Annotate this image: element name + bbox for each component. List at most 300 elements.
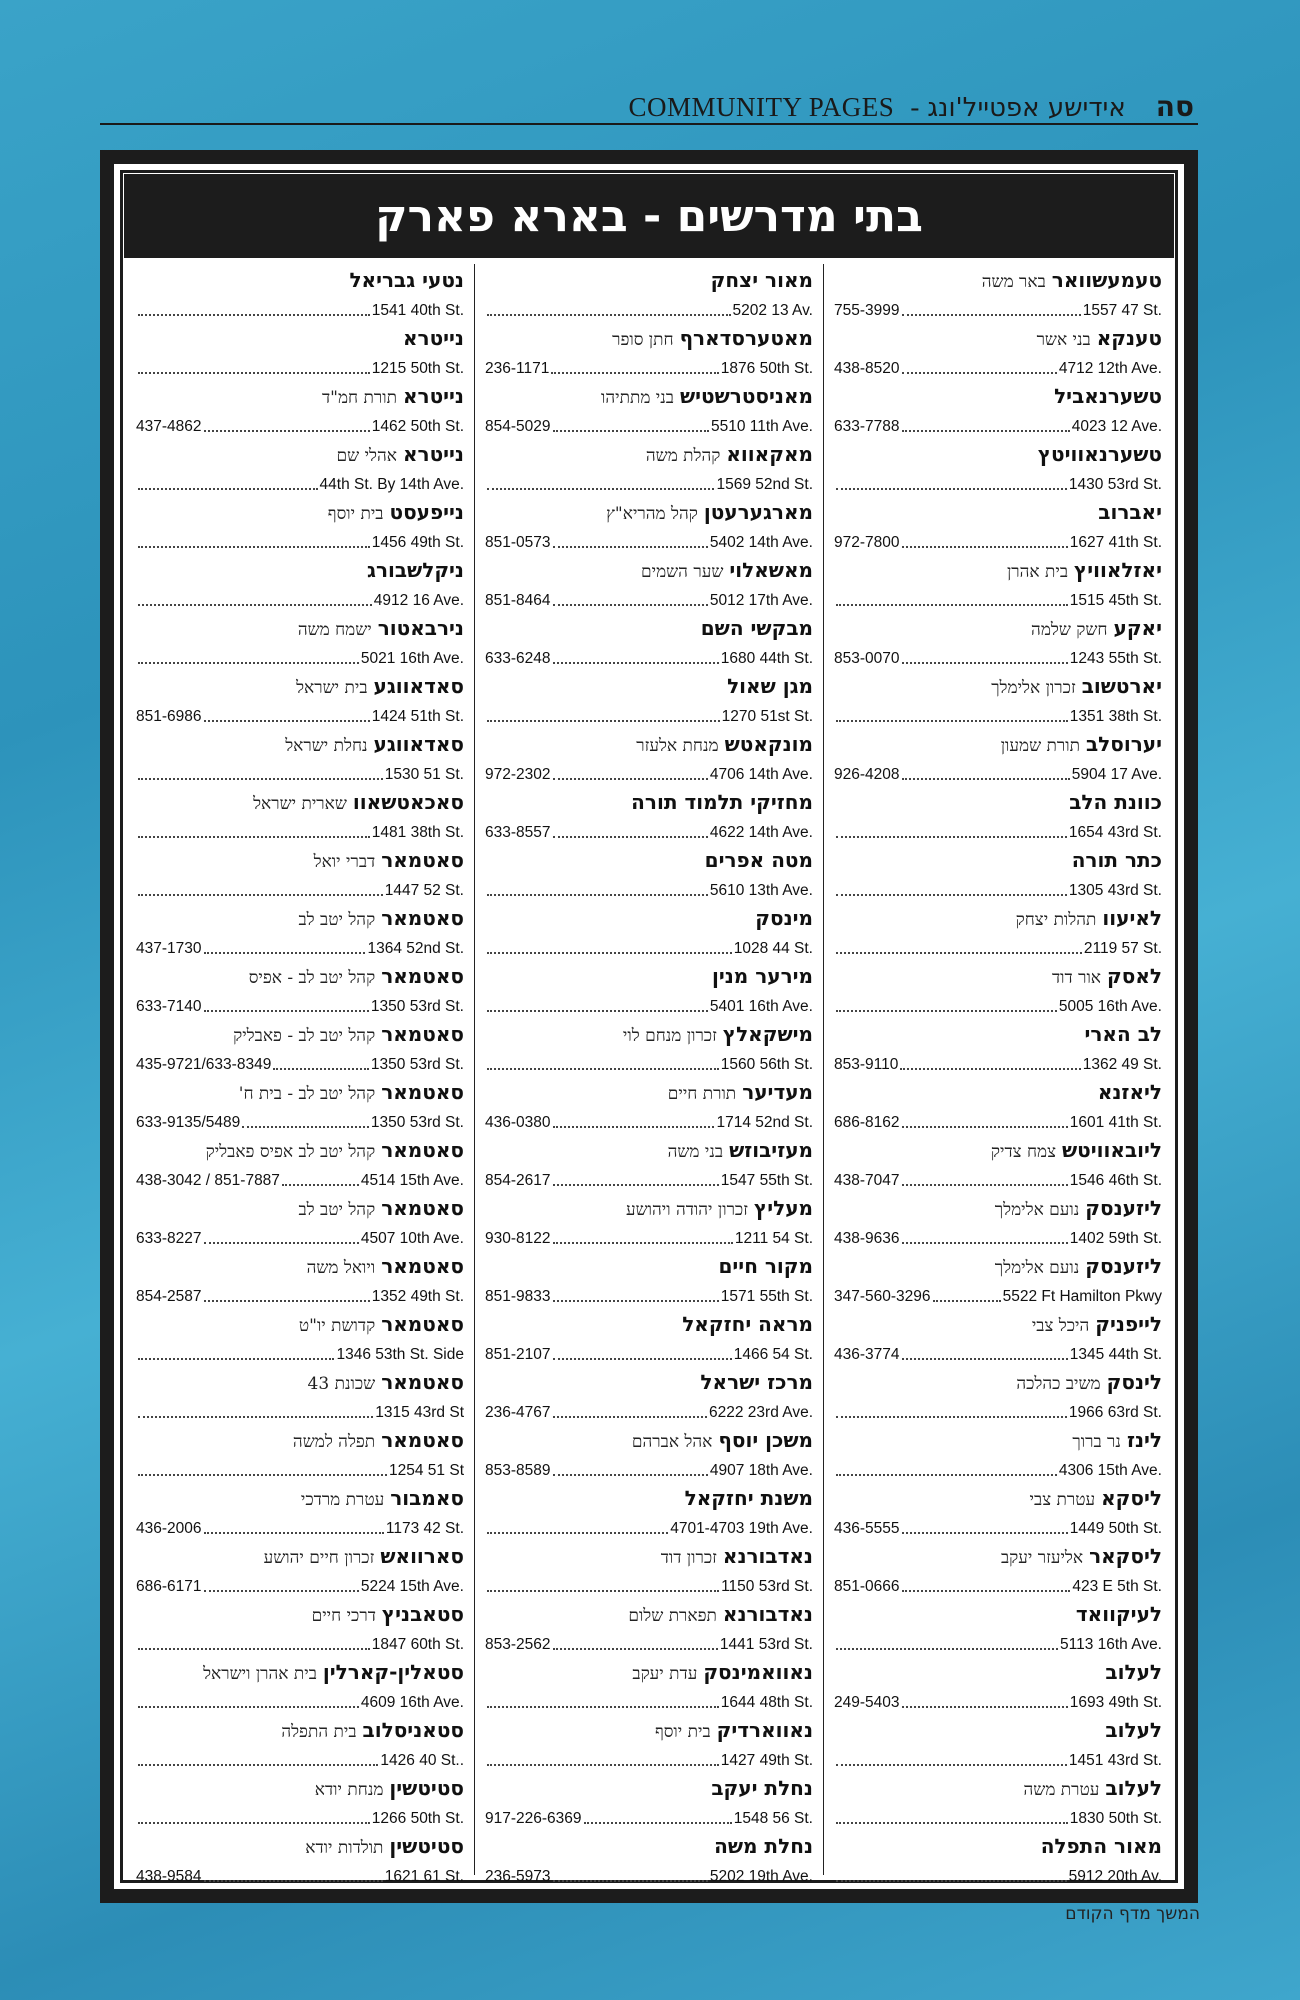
phone-number: 236-5973 bbox=[485, 1868, 551, 1885]
synagogue-entry bbox=[136, 1018, 464, 1076]
entry-name-line bbox=[834, 1540, 1162, 1574]
entry-address-line bbox=[834, 1284, 1162, 1306]
entry-address-line bbox=[136, 936, 464, 958]
entry-name-line bbox=[834, 670, 1162, 704]
synagogue-entry bbox=[485, 1482, 813, 1540]
synagogue-entry bbox=[485, 1656, 813, 1714]
synagogue-subtitle: דרכי חיים bbox=[311, 1606, 376, 1626]
entry-name-line bbox=[834, 496, 1162, 530]
dot-leader bbox=[204, 1242, 359, 1244]
synagogue-name: לייפניק bbox=[1095, 1312, 1162, 1336]
entry-address-line bbox=[834, 1864, 1162, 1886]
phone-number: 436-5555 bbox=[834, 1520, 900, 1537]
synagogue-entry bbox=[136, 670, 464, 728]
entry-name-line bbox=[834, 844, 1162, 878]
synagogue-name: לעלוב bbox=[1105, 1660, 1162, 1684]
dot-leader bbox=[553, 1358, 732, 1360]
street-address: 1350 53rd St. bbox=[370, 1056, 464, 1073]
entry-name-line bbox=[136, 1424, 464, 1458]
dot-leader bbox=[553, 1184, 719, 1186]
street-address: 2119 57 St. bbox=[1083, 940, 1162, 957]
street-address: 4622 14th Ave. bbox=[709, 824, 813, 841]
synagogue-subtitle: בית יוסף bbox=[654, 1722, 711, 1742]
dot-leader bbox=[836, 1474, 1057, 1476]
street-address: 1547 55th St. bbox=[720, 1172, 813, 1189]
synagogue-subtitle: חשק שלמה bbox=[1031, 620, 1108, 640]
synagogue-name: סאטמאר bbox=[381, 1312, 464, 1336]
street-address: 1627 41th St. bbox=[1069, 534, 1162, 551]
entry-name-line bbox=[485, 1192, 813, 1226]
entry-address-line bbox=[834, 1226, 1162, 1248]
entry-address-line bbox=[485, 936, 813, 958]
dot-leader bbox=[553, 662, 719, 664]
synagogue-entry bbox=[136, 1424, 464, 1482]
synagogue-name: לינסק bbox=[1106, 1370, 1162, 1394]
synagogue-name: טשערנאביל bbox=[1054, 384, 1162, 408]
synagogue-entry bbox=[136, 1076, 464, 1134]
dot-leader bbox=[836, 1822, 1068, 1824]
street-address: 1621 61 St. bbox=[384, 1868, 464, 1885]
entry-address-line bbox=[834, 1806, 1162, 1828]
street-address: 1243 55th St. bbox=[1069, 650, 1162, 667]
synagogue-subtitle: חתן סופר bbox=[612, 330, 674, 350]
entry-address-line bbox=[136, 1632, 464, 1654]
dot-leader bbox=[138, 1416, 373, 1418]
synagogue-entry bbox=[834, 1192, 1162, 1250]
entry-address-line bbox=[136, 646, 464, 668]
synagogue-subtitle: באר משה bbox=[981, 272, 1046, 292]
entry-name-line bbox=[834, 1482, 1162, 1516]
synagogue-name: יארטשוב bbox=[1081, 674, 1162, 698]
synagogue-entry bbox=[834, 438, 1162, 496]
synagogue-name: נאוואמינסק bbox=[703, 1660, 813, 1684]
synagogue-subtitle: בית אהרן bbox=[1006, 562, 1069, 582]
synagogue-subtitle: זכרון חיים יהושע bbox=[263, 1548, 375, 1568]
dot-leader bbox=[138, 1706, 359, 1708]
entry-address-line bbox=[834, 414, 1162, 436]
street-address: 4706 14th Ave. bbox=[709, 766, 813, 783]
synagogue-entry bbox=[834, 264, 1162, 322]
street-address: 1462 50th St. bbox=[371, 418, 464, 435]
street-address: 1560 56th St. bbox=[720, 1056, 813, 1073]
synagogue-subtitle: נועם אלימלך bbox=[994, 1258, 1080, 1278]
synagogue-name: סאטמאר bbox=[381, 1196, 464, 1220]
dot-leader bbox=[138, 488, 318, 490]
synagogue-entry bbox=[834, 1482, 1162, 1540]
entry-name-line bbox=[485, 322, 813, 356]
synagogue-subtitle: בית יוסף bbox=[327, 504, 384, 524]
synagogue-subtitle: עדת יעקב bbox=[632, 1664, 698, 1684]
phone-number: 854-2587 bbox=[136, 1288, 202, 1305]
synagogue-entry bbox=[485, 670, 813, 728]
dot-leader bbox=[204, 720, 370, 722]
street-address: 4306 15th Ave. bbox=[1058, 1462, 1162, 1479]
street-address: 1254 51 St bbox=[389, 1462, 464, 1479]
entry-name-line bbox=[834, 438, 1162, 472]
entry-address-line bbox=[485, 1574, 813, 1596]
street-address: 5912 20th Av. bbox=[1068, 1868, 1162, 1885]
synagogue-entry bbox=[136, 380, 464, 438]
entry-name-line bbox=[136, 496, 464, 530]
synagogue-subtitle: נועם אלימלך bbox=[994, 1200, 1080, 1220]
header-separator: - bbox=[910, 92, 920, 122]
entry-address-line bbox=[834, 1574, 1162, 1596]
phone-number: 438-8520 bbox=[834, 360, 900, 377]
synagogue-name: סטיטשין bbox=[389, 1776, 464, 1800]
phone-number: 851-6986 bbox=[136, 708, 202, 725]
entry-name-line bbox=[485, 1366, 813, 1400]
street-address: 1481 38th St. bbox=[371, 824, 464, 841]
entry-name-line bbox=[485, 380, 813, 414]
dot-leader bbox=[242, 1126, 369, 1128]
dot-leader bbox=[836, 1416, 1067, 1418]
entry-address-line bbox=[136, 1342, 464, 1364]
entry-address-line bbox=[485, 1864, 813, 1886]
dot-leader bbox=[902, 662, 1068, 664]
synagogue-entry bbox=[834, 844, 1162, 902]
synagogue-subtitle: זכרון אלימלך bbox=[991, 678, 1076, 698]
synagogue-entry bbox=[834, 902, 1162, 960]
entry-address-line bbox=[485, 820, 813, 842]
synagogue-name: מאניסטרשטיש bbox=[679, 384, 813, 408]
page-header bbox=[100, 85, 1198, 125]
synagogue-name: מעזיבוזש bbox=[729, 1138, 813, 1162]
dot-leader bbox=[584, 1822, 732, 1824]
street-address: 4712 12th Ave. bbox=[1058, 360, 1162, 377]
dot-leader bbox=[138, 372, 370, 374]
entry-name-line bbox=[834, 1714, 1162, 1748]
entry-name-line bbox=[136, 960, 464, 994]
entry-name-line bbox=[136, 322, 464, 356]
synagogue-name: יאברוב bbox=[1098, 500, 1162, 524]
synagogue-name: ליזענסק bbox=[1085, 1196, 1162, 1220]
street-address: 1270 51st St. bbox=[721, 708, 813, 725]
entry-address-line bbox=[834, 1690, 1162, 1712]
synagogue-subtitle: תורת חיים bbox=[667, 1084, 737, 1104]
synagogue-entry bbox=[136, 902, 464, 960]
street-address: 1215 50th St. bbox=[371, 360, 464, 377]
synagogue-entry bbox=[136, 1714, 464, 1772]
dot-leader bbox=[487, 720, 720, 722]
entry-address-line bbox=[136, 820, 464, 842]
entry-address-line bbox=[136, 588, 464, 610]
entry-name-line bbox=[834, 1830, 1162, 1864]
entry-address-line bbox=[485, 1226, 813, 1248]
entry-address-line bbox=[485, 704, 813, 726]
synagogue-subtitle: תפלה למשה bbox=[292, 1432, 376, 1452]
street-address: 44th St. By 14th Ave. bbox=[319, 476, 464, 493]
synagogue-subtitle: עטרת צבי bbox=[1029, 1490, 1096, 1510]
synagogue-name: מאטערסדארף bbox=[679, 326, 813, 350]
synagogue-subtitle: בית ישראל bbox=[296, 678, 368, 698]
entry-address-line bbox=[136, 530, 464, 552]
synagogue-entry bbox=[834, 1424, 1162, 1482]
dot-leader bbox=[138, 546, 370, 548]
directory-column bbox=[824, 264, 1172, 1885]
synagogue-name: כתר תורה bbox=[1071, 848, 1162, 872]
synagogue-name: מקור חיים bbox=[718, 1254, 813, 1278]
dot-leader bbox=[553, 1474, 708, 1476]
entry-name-line bbox=[834, 1076, 1162, 1110]
synagogue-name: סאטמאר bbox=[381, 1428, 464, 1452]
synagogue-name: ליזענסק bbox=[1085, 1254, 1162, 1278]
dot-leader bbox=[487, 488, 714, 490]
street-address: 1456 49th St. bbox=[371, 534, 464, 551]
synagogue-subtitle: ישמח משה bbox=[297, 620, 372, 640]
dot-leader bbox=[902, 430, 1070, 432]
street-address: 1352 49th St. bbox=[371, 1288, 464, 1305]
dot-leader bbox=[553, 836, 708, 838]
dot-leader bbox=[138, 1822, 370, 1824]
synagogue-entry bbox=[136, 496, 464, 554]
dot-leader bbox=[487, 1590, 719, 1592]
continued-note: המשך מדף הקודם bbox=[1065, 1904, 1200, 1924]
street-address: 1402 59th St. bbox=[1069, 1230, 1162, 1247]
dot-leader bbox=[138, 662, 359, 664]
synagogue-subtitle: מנחת אלעזר bbox=[636, 736, 719, 756]
synagogue-subtitle: שער השמים bbox=[641, 562, 724, 582]
street-address: 1830 50th St. bbox=[1069, 1810, 1162, 1827]
synagogue-entry bbox=[834, 612, 1162, 670]
phone-number: 438-9636 bbox=[834, 1230, 900, 1247]
synagogue-subtitle: צמח צדיק bbox=[990, 1142, 1057, 1162]
dot-leader bbox=[902, 1242, 1068, 1244]
synagogue-name: לב הארי bbox=[1084, 1022, 1162, 1046]
entry-name-line bbox=[485, 1308, 813, 1342]
synagogue-entry bbox=[485, 1540, 813, 1598]
synagogue-subtitle: קהל יטב לב - אפיס bbox=[248, 968, 376, 988]
synagogue-name: נירבאטור bbox=[377, 616, 464, 640]
synagogue-subtitle: בית התפלה bbox=[281, 1722, 357, 1742]
street-address: 5202 13 Av. bbox=[732, 302, 813, 319]
dot-leader bbox=[836, 488, 1067, 490]
synagogue-entry bbox=[485, 1250, 813, 1308]
entry-name-line bbox=[136, 670, 464, 704]
synagogue-entry bbox=[834, 728, 1162, 786]
street-address: 1362 49 St. bbox=[1082, 1056, 1162, 1073]
header-yiddish-title: אידישע אפטייל'ונג bbox=[927, 93, 1126, 123]
synagogue-entry bbox=[485, 322, 813, 380]
synagogue-subtitle: אליעזר יעקב bbox=[1000, 1548, 1084, 1568]
entry-address-line bbox=[136, 1516, 464, 1538]
phone-number: 436-3774 bbox=[834, 1346, 900, 1363]
synagogue-entry bbox=[136, 1250, 464, 1308]
phone-number: 930-8122 bbox=[485, 1230, 551, 1247]
entry-name-line bbox=[834, 612, 1162, 646]
phone-number: 686-6171 bbox=[136, 1578, 202, 1595]
entry-address-line bbox=[136, 1748, 464, 1770]
entry-name-line bbox=[485, 1598, 813, 1632]
synagogue-name: נייטרא bbox=[402, 442, 464, 466]
street-address: 1548 56 St. bbox=[733, 1810, 813, 1827]
phone-number: 633-7140 bbox=[136, 998, 202, 1015]
dot-leader bbox=[836, 1880, 1067, 1882]
synagogue-entry bbox=[834, 960, 1162, 1018]
synagogue-name: טשערנאוויטץ bbox=[1037, 442, 1162, 466]
entry-name-line bbox=[136, 902, 464, 936]
entry-address-line bbox=[136, 994, 464, 1016]
synagogue-subtitle: שכונת 43 bbox=[307, 1374, 376, 1394]
entry-name-line bbox=[834, 322, 1162, 356]
entry-name-line bbox=[136, 1714, 464, 1748]
street-address: 1571 55th St. bbox=[720, 1288, 813, 1305]
entry-name-line bbox=[485, 1482, 813, 1516]
synagogue-name: ניקלשבורג bbox=[367, 558, 464, 582]
entry-name-line bbox=[136, 264, 464, 298]
synagogue-name: סארוואש bbox=[380, 1544, 464, 1568]
dot-leader bbox=[836, 720, 1068, 722]
entry-name-line bbox=[136, 844, 464, 878]
dot-leader bbox=[553, 546, 708, 548]
street-address: 1350 53rd St. bbox=[370, 998, 464, 1015]
dot-leader bbox=[204, 1590, 359, 1592]
phone-number: 249-5403 bbox=[834, 1694, 900, 1711]
synagogue-name: מטה אפרים bbox=[704, 848, 813, 872]
synagogue-name: לעלוב bbox=[1105, 1776, 1162, 1800]
entry-name-line bbox=[136, 1540, 464, 1574]
street-address: 4023 12 Ave. bbox=[1071, 418, 1162, 435]
entry-name-line bbox=[136, 612, 464, 646]
street-address: 1546 46th St. bbox=[1069, 1172, 1162, 1189]
synagogue-name: מינסק bbox=[755, 906, 813, 930]
entry-address-line bbox=[485, 1748, 813, 1770]
synagogue-subtitle: קהל מהריא"ץ bbox=[606, 504, 698, 524]
phone-number: 755-3999 bbox=[834, 302, 900, 319]
entry-address-line bbox=[834, 820, 1162, 842]
dot-leader bbox=[902, 1706, 1068, 1708]
synagogue-name: נחלת משה bbox=[714, 1834, 813, 1858]
entry-address-line bbox=[834, 1110, 1162, 1132]
synagogue-subtitle: קהל יטב לב - בית ח' bbox=[238, 1084, 376, 1104]
synagogue-subtitle: שארית ישראל bbox=[253, 794, 347, 814]
synagogue-name: סאכאטשאוו bbox=[352, 790, 464, 814]
dot-leader bbox=[553, 1126, 715, 1128]
synagogue-name: לאסק bbox=[1107, 964, 1162, 988]
entry-name-line bbox=[834, 1308, 1162, 1342]
synagogue-name: סאטמאר bbox=[381, 1080, 464, 1104]
entry-address-line bbox=[136, 878, 464, 900]
entry-address-line bbox=[136, 356, 464, 378]
synagogue-name: משנת יחזקאל bbox=[684, 1486, 813, 1510]
dot-leader bbox=[902, 546, 1068, 548]
street-address: 5510 11th Ave. bbox=[711, 418, 813, 435]
synagogue-name: ליסקאר bbox=[1089, 1544, 1162, 1568]
entry-name-line bbox=[485, 612, 813, 646]
synagogue-entry bbox=[136, 322, 464, 380]
street-address: 1351 38th St. bbox=[1069, 708, 1162, 725]
dot-leader bbox=[553, 1242, 733, 1244]
synagogue-entry bbox=[834, 380, 1162, 438]
entry-address-line bbox=[834, 1748, 1162, 1770]
entry-name-line bbox=[485, 554, 813, 588]
synagogue-subtitle: זכרון מנחם לוי bbox=[622, 1026, 717, 1046]
entry-address-line bbox=[136, 704, 464, 726]
entry-name-line bbox=[136, 1656, 464, 1690]
street-address: 1714 52nd St. bbox=[716, 1114, 813, 1131]
entry-address-line bbox=[834, 1168, 1162, 1190]
entry-address-line bbox=[136, 472, 464, 494]
entry-name-line bbox=[834, 1250, 1162, 1284]
synagogue-name: מראה יחזקאל bbox=[682, 1312, 813, 1336]
synagogue-name: סאטמאר bbox=[381, 906, 464, 930]
dot-leader bbox=[138, 604, 372, 606]
synagogue-entry bbox=[485, 496, 813, 554]
synagogue-name: סאטמאר bbox=[381, 1022, 464, 1046]
entry-name-line bbox=[485, 844, 813, 878]
synagogue-name: טעמעשוואר bbox=[1051, 268, 1162, 292]
synagogue-entry bbox=[136, 960, 464, 1018]
synagogue-entry bbox=[485, 1772, 813, 1830]
synagogue-entry bbox=[136, 728, 464, 786]
entry-name-line bbox=[485, 786, 813, 820]
entry-name-line bbox=[834, 1134, 1162, 1168]
directory-title: בתי מדרשים - בארא פארק bbox=[124, 174, 1174, 258]
street-address: 1876 50th St. bbox=[720, 360, 813, 377]
synagogue-name: נטעי גבריאל bbox=[349, 268, 464, 292]
synagogue-name: מאקאווא bbox=[726, 442, 813, 466]
entry-name-line bbox=[136, 1366, 464, 1400]
synagogue-name: סטאניסלוב bbox=[362, 1718, 464, 1742]
synagogue-name: סטאבניץ bbox=[381, 1602, 464, 1626]
phone-number: 437-1730 bbox=[136, 940, 202, 957]
entry-name-line bbox=[834, 1424, 1162, 1458]
phone-number: 853-9110 bbox=[834, 1056, 899, 1073]
phone-number: 633-7788 bbox=[834, 418, 900, 435]
synagogue-entry bbox=[834, 1656, 1162, 1714]
entry-name-line bbox=[136, 1018, 464, 1052]
synagogue-name: ליסקא bbox=[1101, 1486, 1162, 1510]
entry-address-line bbox=[834, 936, 1162, 958]
synagogue-name: מרכז ישראל bbox=[700, 1370, 813, 1394]
entry-address-line bbox=[834, 762, 1162, 784]
synagogue-entry bbox=[485, 728, 813, 786]
dot-leader bbox=[902, 1532, 1068, 1534]
entry-name-line bbox=[834, 786, 1162, 820]
dot-leader bbox=[138, 778, 383, 780]
synagogue-name: נאווארדיק bbox=[716, 1718, 813, 1742]
street-address: 1346 53th St. Side bbox=[336, 1346, 464, 1363]
street-address: 1515 45th St. bbox=[1069, 592, 1162, 609]
entry-address-line bbox=[485, 530, 813, 552]
synagogue-name: ליאזנא bbox=[1097, 1080, 1162, 1104]
synagogue-subtitle: נחלת ישראל bbox=[285, 736, 368, 756]
street-address: 1449 50th St. bbox=[1069, 1520, 1162, 1537]
entry-name-line bbox=[834, 1772, 1162, 1806]
street-address: 4912 16 Ave. bbox=[373, 592, 464, 609]
phone-number: 633-6248 bbox=[485, 650, 551, 667]
phone-number: 686-8162 bbox=[834, 1114, 900, 1131]
synagogue-subtitle: תהלות יצחק bbox=[1015, 910, 1097, 930]
phone-number: 436-2006 bbox=[136, 1520, 202, 1537]
dot-leader bbox=[273, 1068, 369, 1070]
synagogue-entry bbox=[485, 554, 813, 612]
entry-address-line bbox=[834, 878, 1162, 900]
directory-frame bbox=[100, 150, 1198, 1903]
entry-name-line bbox=[834, 728, 1162, 762]
synagogue-name: לעיקוואד bbox=[1075, 1602, 1162, 1626]
phone-number: 236-4767 bbox=[485, 1404, 551, 1421]
phone-number: 851-0573 bbox=[485, 534, 551, 551]
synagogue-entry bbox=[136, 1772, 464, 1830]
synagogue-subtitle: בני מתתיהו bbox=[601, 388, 674, 408]
entry-name-line bbox=[136, 1482, 464, 1516]
street-address: 1424 51th St. bbox=[371, 708, 464, 725]
street-address: 1266 50th St. bbox=[371, 1810, 464, 1827]
synagogue-name: סטיטשין bbox=[389, 1834, 464, 1858]
synagogue-name: מונקאטש bbox=[724, 732, 813, 756]
dot-leader bbox=[138, 1764, 378, 1766]
entry-name-line bbox=[834, 264, 1162, 298]
